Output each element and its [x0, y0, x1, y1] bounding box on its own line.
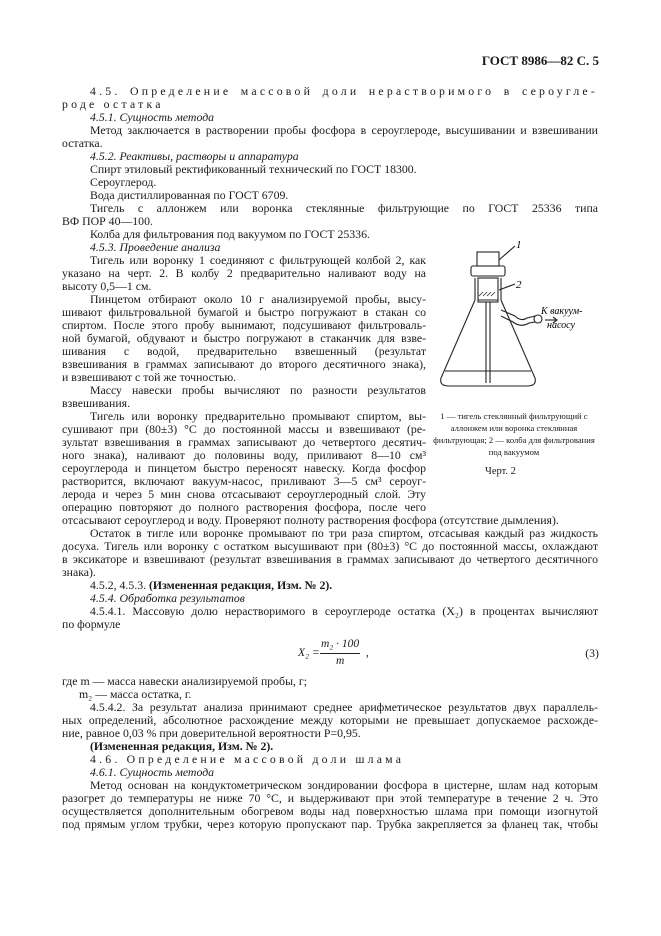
paragraph-line: ВФ ПОР 40—100. — [62, 214, 153, 228]
paragraph-line: осуществляется дополнительным обогревом воды над поверхностью шлама при помощи изогнутой — [62, 804, 598, 818]
subsection-4-5-1: 4.5.1. Сущность метода — [90, 110, 215, 124]
fraction-bar — [320, 653, 360, 654]
paragraph-line: остатка. — [62, 136, 103, 150]
paragraph-line: спиртом. После этого пробу вынимают, подсушивают фильтроваль- — [62, 318, 426, 332]
revision-note: (Измененная редакция, Изм. № 2). — [90, 739, 274, 753]
paragraph-line: взвешивания в граммах записывают до второго десятичного знака), — [62, 357, 426, 371]
paragraph-line: Колба для фильтрования под вакуумом по ГОСТ 25336. — [90, 227, 370, 241]
section-4-5-title: 4.5. Определение массовой доли нерастворимого в сероугле- — [90, 84, 598, 98]
filtering-flask-drawing — [423, 238, 603, 393]
formula-comma: , — [366, 647, 369, 659]
paragraph-line: сероуглерода и пинцетом быстро переносят навеску. Когда фосфор — [62, 461, 426, 475]
figure-label-1: 1 — [516, 239, 522, 251]
paragraph-line: по формуле — [62, 617, 121, 631]
formula-numerator: m₂ · 100 — [321, 638, 360, 650]
paragraph-line: m₂ — масса остатка, г. — [79, 687, 192, 701]
paragraph-line: Сероуглерод. — [90, 175, 157, 189]
revision-note — [90, 578, 332, 592]
section-4-5-title-cont: роде остатка — [62, 97, 164, 111]
paragraph-line: сушивают при (80±3) °С до постоянной массы и взвешивают (ре- — [62, 422, 426, 436]
paragraph-line: Массу навески пробы вычисляют по разности результатов — [90, 383, 426, 397]
formula-denominator: m — [336, 655, 345, 667]
formula-lhs: X₂ = — [298, 647, 320, 659]
paragraph-line: ных определений, абсолютное расхождение между которыми не превышает допускаемое расхожде- — [62, 713, 598, 727]
paragraph-line: Тигель или воронку предварительно промывают спиртом, вы- — [90, 409, 426, 423]
paragraph-line: Метод основан на кондуктометрическом зондировании фосфора в цистерне, шлам над которым — [90, 778, 598, 792]
paragraph-line: зультат взвешивания в граммах записывают до четвертого десятич- — [62, 435, 426, 449]
paragraph-line: отсасывают сероуглерод и воду. Проверяют полноту растворения фосфора (отсутствие дымления). — [62, 513, 559, 527]
paragraph-line: Тигель с аллонжем или воронка стеклянные фильтрующие по ГОСТ 25336 типа — [90, 201, 598, 215]
paragraph-line: высоту 0,5—1 см. — [62, 279, 152, 293]
equation-number: (3) — [585, 646, 599, 660]
subsection-4-5-2: 4.5.2. Реактивы, растворы и аппаратура — [90, 149, 299, 163]
paragraph-line: Остаток в тигле или воронке промывают по три раза спиртом, отсасывая каждый раз жидкость — [90, 526, 598, 540]
paragraph-line: взвешивания. — [62, 396, 131, 410]
revision-text: (Измененная редакция, Изм. № 2). — [148, 578, 333, 592]
paragraph-line: растворится, включают вакуум-насос, приливают 3—5 см³ сероуг- — [62, 474, 426, 488]
paragraph-line: Метод заключается в растворении пробы фосфора в сероуглероде, высушивании и взвешивании — [90, 123, 598, 137]
figure-label-2: 2 — [516, 279, 522, 291]
subsection-4-5-3: 4.5.3. Проведение анализа — [90, 240, 221, 254]
paragraph-line: лерода и через 5 мин снова отсасывают сероуглеродный слой. Эту — [62, 487, 426, 501]
paragraph-line: шивания с водой, предварительно взвешенный (результат — [62, 344, 426, 358]
subsection-4-5-4: 4.5.4. Обработка результатов — [90, 591, 245, 605]
figure-title: Черт. 2 — [485, 466, 516, 477]
paragraph-line: знака). — [62, 565, 96, 579]
pump-label-1: К вакуум- — [541, 306, 583, 317]
paragraph-line: указано на черт. 2. В колбу 2 предварительно наливают воду на — [62, 266, 426, 280]
paragraph-line: Спирт этиловый ректификованный технический по ГОСТ 18300. — [90, 162, 417, 176]
paragraph-line: под прямым углом трубки, через которую пропускают пар. Трубка закрепляется за фланец так, чтобы — [62, 817, 598, 831]
paragraph-line: ного знака), наливают до половины воду, приливают 8—10 см³ — [62, 448, 426, 462]
formula-3 — [298, 638, 378, 668]
paragraph-line: разогрет до температуры не ниже 70 °С, и выдерживают при этой температуре в течение 2 ч. Это — [62, 791, 598, 805]
pump-label-2: насосу — [547, 320, 575, 331]
paragraph-line: операцию повторяют до полного растворения фосфора, после чего — [62, 500, 426, 514]
paragraph-line: ной бумагой, обдувают и быстро погружают в стаканчик для взве- — [62, 331, 426, 345]
paragraph-line: досуха. Тигель или воронку с остатком высушивают при (80±3) °С до постоянной массы, охлаждают — [62, 539, 598, 553]
figure-caption: 1 — тигель стеклянный фильтрующий с аллонжем или воронка стеклянная фильтрующая; 2 — колба для фильтрования под вакуумом — [433, 411, 595, 457]
paragraph-line: Пинцетом отбирают около 10 г анализируемой пробы, высу- — [90, 292, 426, 306]
subsection-4-6-1: 4.6.1. Сущность метода — [90, 765, 215, 779]
revision-ref: 4.5.2, 4.5.3. — [90, 578, 149, 592]
paragraph-line: шивают фильтровальной бумагой и быстро погружают в стакан со — [62, 305, 426, 319]
paragraph-line: 4.5.4.2. За результат анализа принимают среднее арифметическое результатов двух параллель- — [90, 700, 598, 714]
paragraph-line: ние, равное 0,03 % при доверительной вероятности P=0,95. — [62, 726, 361, 740]
paragraph-line: 4.5.4.1. Массовую долю нерастворимого в сероуглероде остатка (X₂) в процентах вычисляют — [90, 604, 598, 618]
paragraph-line: в эксикаторе и взвешивают (результат взвешивания в граммах записывают до четвертого десятичного — [62, 552, 598, 566]
paragraph-line: Вода дистиллированная по ГОСТ 6709. — [90, 188, 289, 202]
paragraph-line: и взвешивают с той же точностью. — [62, 370, 237, 384]
section-4-6-title: 4.6. Определение массовой доли шлама — [90, 752, 405, 766]
paragraph-line: где m — масса навески анализируемой пробы, г; — [62, 674, 308, 688]
page-header: ГОСТ 8986—82 С. 5 — [481, 53, 599, 68]
paragraph-line: Тигель или воронку 1 соединяют с фильтрующей колбой 2, как — [90, 253, 426, 267]
